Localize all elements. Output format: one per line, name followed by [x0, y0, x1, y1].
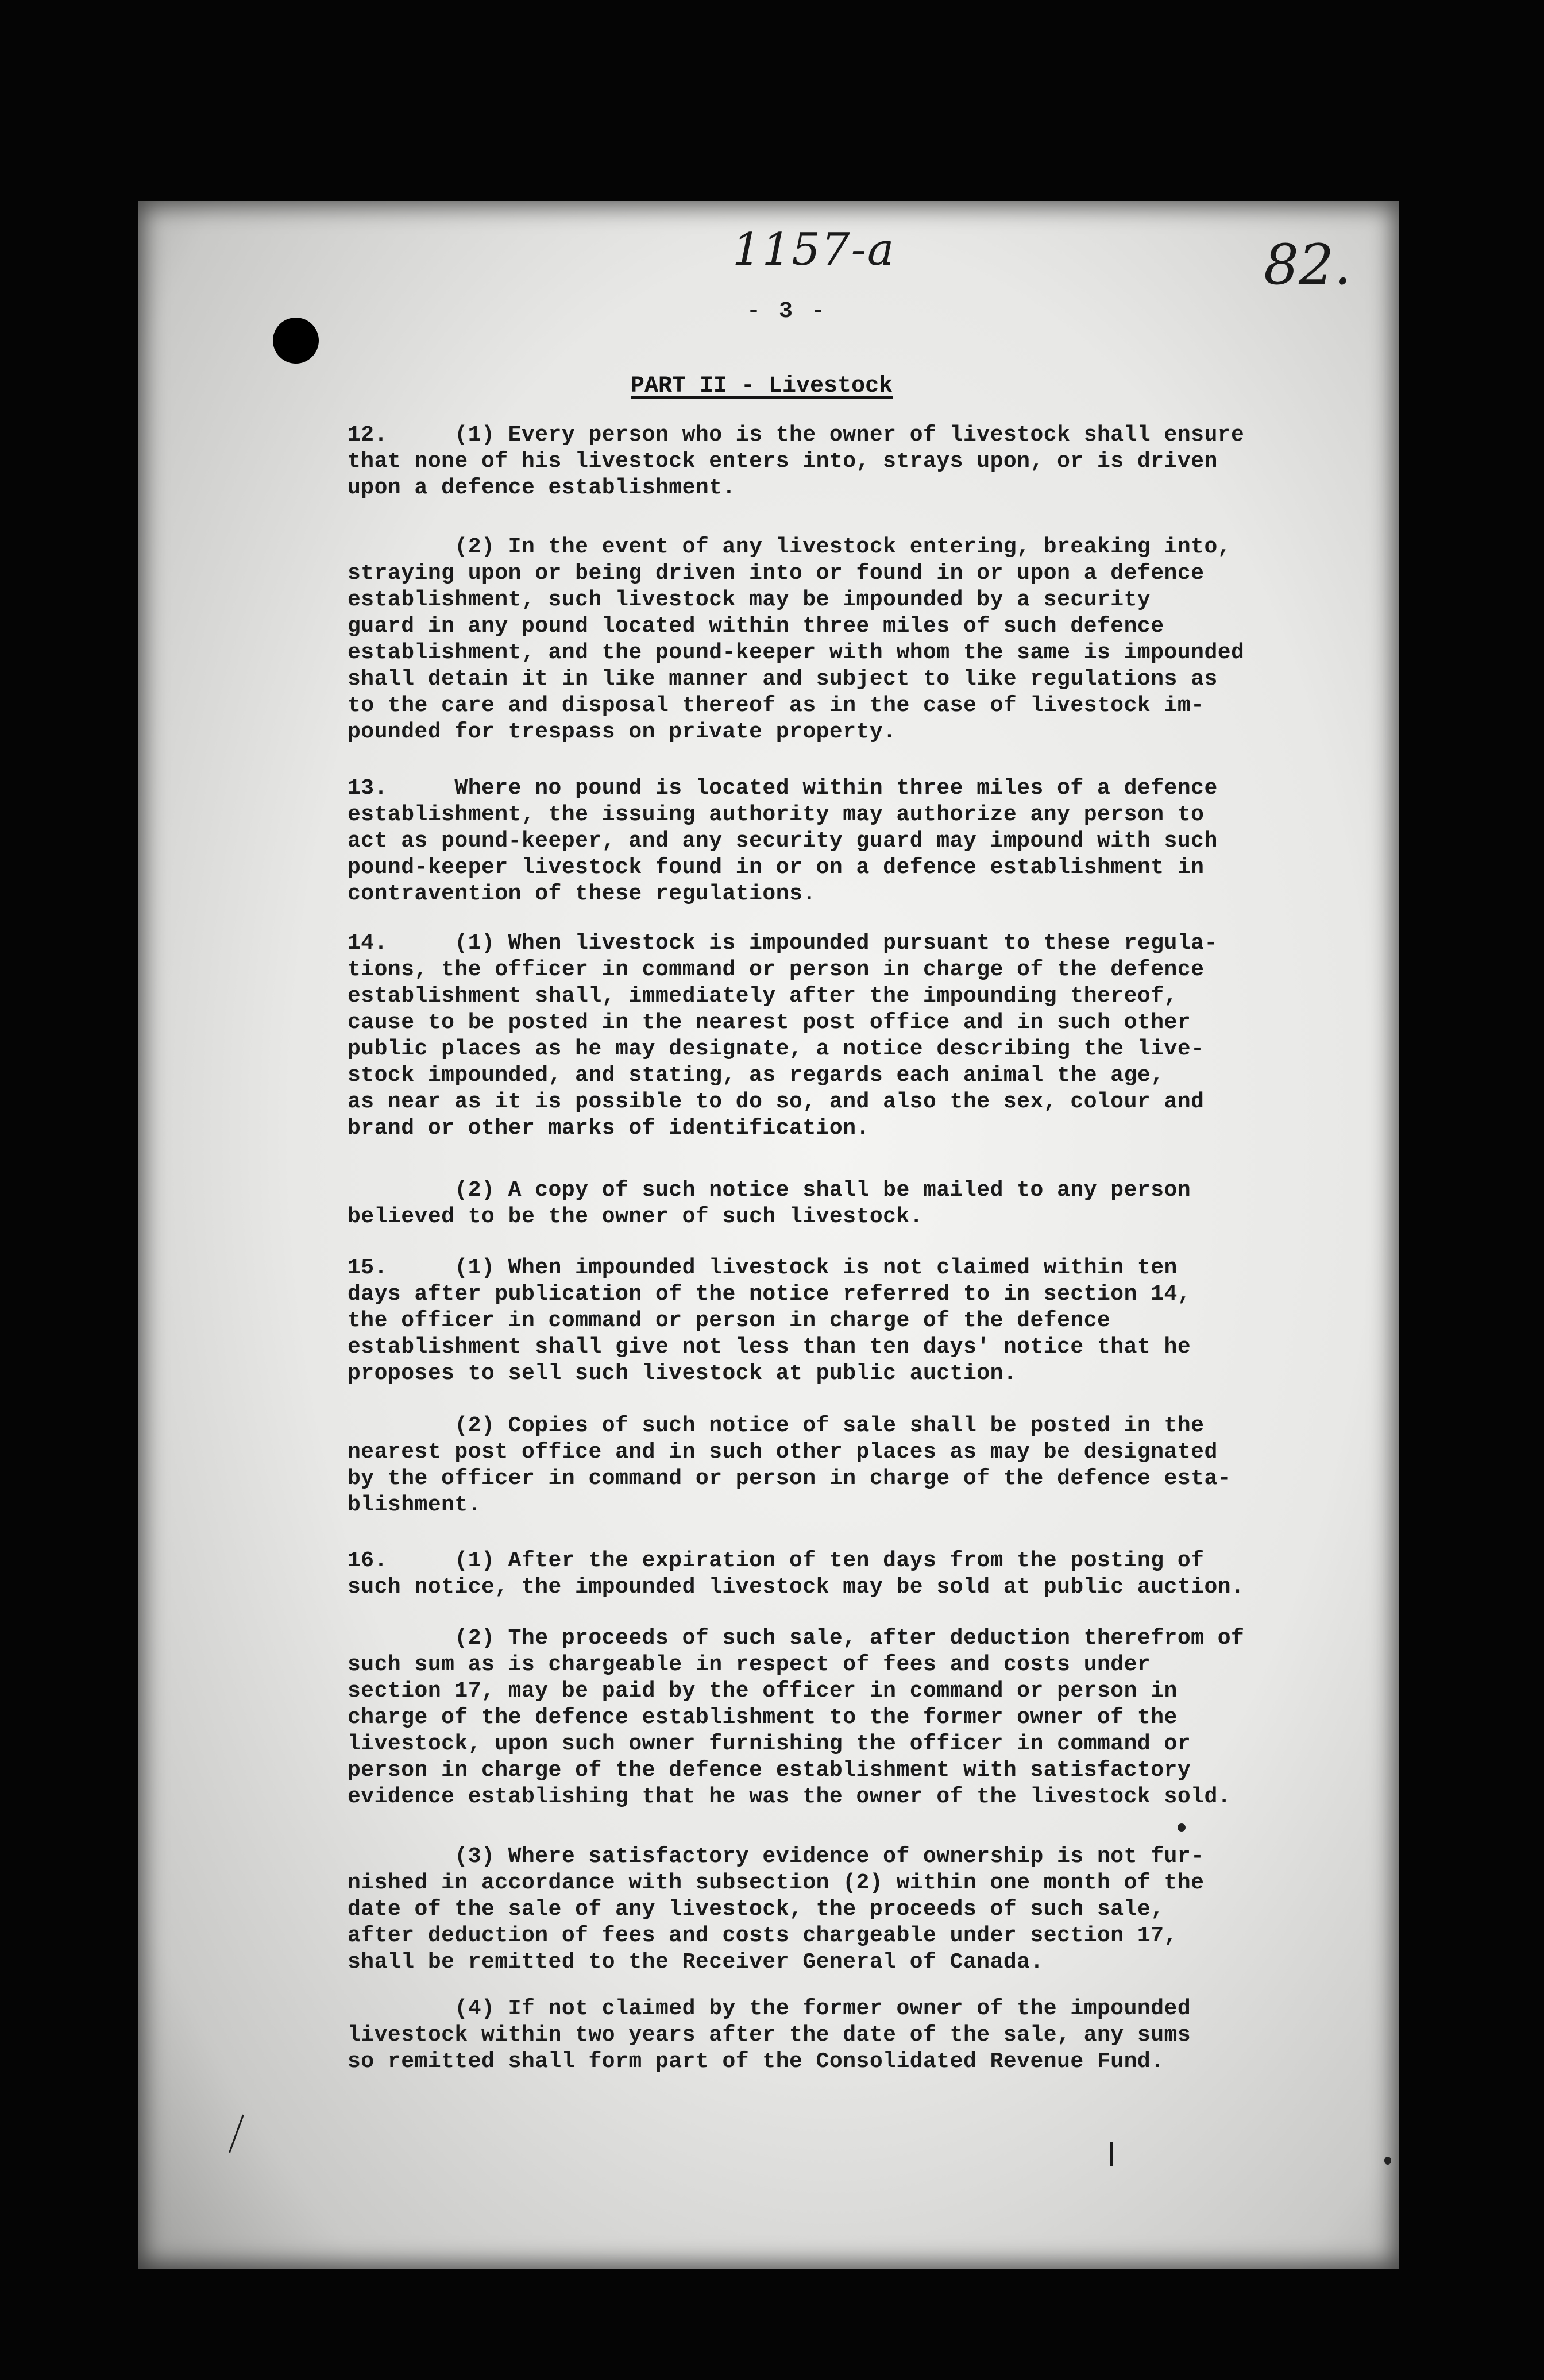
- text-line: guard in any pound located within three miles of such defence: [348, 614, 1164, 639]
- text-line: such notice, the impounded livestock may be sold at public auction.: [348, 1575, 1245, 1599]
- scan-mark: [1110, 2142, 1113, 2166]
- text-line: section 17, may be paid by the officer in command or person in: [348, 1679, 1178, 1703]
- text-line: straying upon or being driven into or found in or upon a defence: [348, 561, 1205, 586]
- text-line: brand or other marks of identification.: [348, 1116, 870, 1141]
- text-line: stock impounded, and stating, as regards each animal the age,: [348, 1063, 1164, 1088]
- text-line: by the officer in command or person in charge of the defence esta-: [348, 1466, 1232, 1491]
- text-line: (2) In the event of any livestock entering, breaking into,: [348, 535, 1232, 559]
- text-line: upon a defence establishment.: [348, 476, 736, 500]
- text-line: the officer in command or person in charge of the defence: [348, 1308, 1111, 1333]
- text-line: public places as he may designate, a notice describing the live-: [348, 1037, 1205, 1061]
- text-line: (2) The proceeds of such sale, after deduction therefrom of: [348, 1626, 1245, 1651]
- text-line: 12. (1) Every person who is the owner of livestock shall ensure: [348, 423, 1245, 447]
- text-line: charge of the defence establishment to the former owner of the: [348, 1705, 1178, 1730]
- punch-hole: [273, 318, 319, 364]
- text-line: pound-keeper livestock found in or on a defence establishment in: [348, 855, 1205, 880]
- text-line: 16. (1) After the expiration of ten days from the posting of: [348, 1548, 1205, 1573]
- text-line: proposes to sell such livestock at public auction.: [348, 1361, 1017, 1386]
- text-line: person in charge of the defence establishment with satisfactory: [348, 1758, 1191, 1783]
- text-line: 13. Where no pound is located within three miles of a defence: [348, 776, 1218, 801]
- text-line: cause to be posted in the nearest post office and in such other: [348, 1010, 1191, 1035]
- text-line: (2) Copies of such notice of sale shall be posted in the: [348, 1413, 1205, 1438]
- text-line: that none of his livestock enters into, strays upon, or is driven: [348, 449, 1218, 474]
- text-line: nearest post office and in such other places as may be designated: [348, 1440, 1218, 1465]
- page-number: - 3 -: [747, 299, 828, 324]
- text-line: pounded for trespass on private property.: [348, 720, 897, 744]
- text-line: establishment shall give not less than ten days' notice that he: [348, 1335, 1191, 1359]
- scan-speck: [1178, 1823, 1186, 1832]
- text-line: as near as it is possible to do so, and also the sex, colour and: [348, 1089, 1205, 1114]
- text-line: (2) A copy of such notice shall be mailed to any person: [348, 1178, 1191, 1203]
- text-line: so remitted shall form part of the Consolidated Revenue Fund.: [348, 2049, 1164, 2074]
- text-line: livestock within two years after the date of the sale, any sums: [348, 2023, 1191, 2047]
- text-line: shall detain it in like manner and subject to like regulations as: [348, 667, 1218, 691]
- text-line: establishment, such livestock may be impounded by a security: [348, 588, 1151, 612]
- text-line: to the care and disposal thereof as in the case of livestock im-: [348, 693, 1205, 718]
- text-line: shall be remitted to the Receiver General of Canada.: [348, 1950, 1044, 1975]
- section-heading: PART II - Livestock: [631, 373, 893, 399]
- text-line: after deduction of fees and costs chargeable under section 17,: [348, 1923, 1178, 1948]
- text-line: days after publication of the notice referred to in section 14,: [348, 1282, 1191, 1307]
- text-line: evidence establishing that he was the owner of the livestock sold.: [348, 1784, 1232, 1809]
- text-line: livestock, upon such owner furnishing the officer in command or: [348, 1732, 1191, 1756]
- text-line: date of the sale of any livestock, the proceeds of such sale,: [348, 1897, 1164, 1922]
- text-line: (3) Where satisfactory evidence of ownership is not fur-: [348, 1844, 1205, 1869]
- text-line: (4) If not claimed by the former owner of the impounded: [348, 1996, 1191, 2021]
- handwritten-document-number: 1157-a: [732, 224, 895, 276]
- scanned-page: [138, 201, 1399, 2269]
- scan-speck: [1384, 2157, 1391, 2165]
- text-line: nished in accordance with subsection (2) within one month of the: [348, 1871, 1205, 1895]
- text-line: blishment.: [348, 1493, 482, 1517]
- text-line: establishment shall, immediately after the impounding thereof,: [348, 984, 1178, 1009]
- text-line: tions, the officer in command or person in charge of the defence: [348, 957, 1205, 982]
- text-line: believed to be the owner of such livestock.: [348, 1204, 924, 1229]
- text-line: such sum as is chargeable in respect of fees and costs under: [348, 1652, 1151, 1677]
- text-line: establishment, the issuing authority may authorize any person to: [348, 802, 1205, 827]
- text-line: 15. (1) When impounded livestock is not claimed within ten: [348, 1255, 1178, 1280]
- text-line: establishment, and the pound-keeper with whom the same is impounded: [348, 640, 1245, 665]
- scan-mark: [229, 2115, 244, 2153]
- text-line: act as pound-keeper, and any security guard may impound with such: [348, 829, 1218, 853]
- text-line: contravention of these regulations.: [348, 882, 816, 906]
- handwritten-folio-number: 82.: [1264, 233, 1352, 297]
- text-line: 14. (1) When livestock is impounded pursuant to these regula-: [348, 931, 1218, 956]
